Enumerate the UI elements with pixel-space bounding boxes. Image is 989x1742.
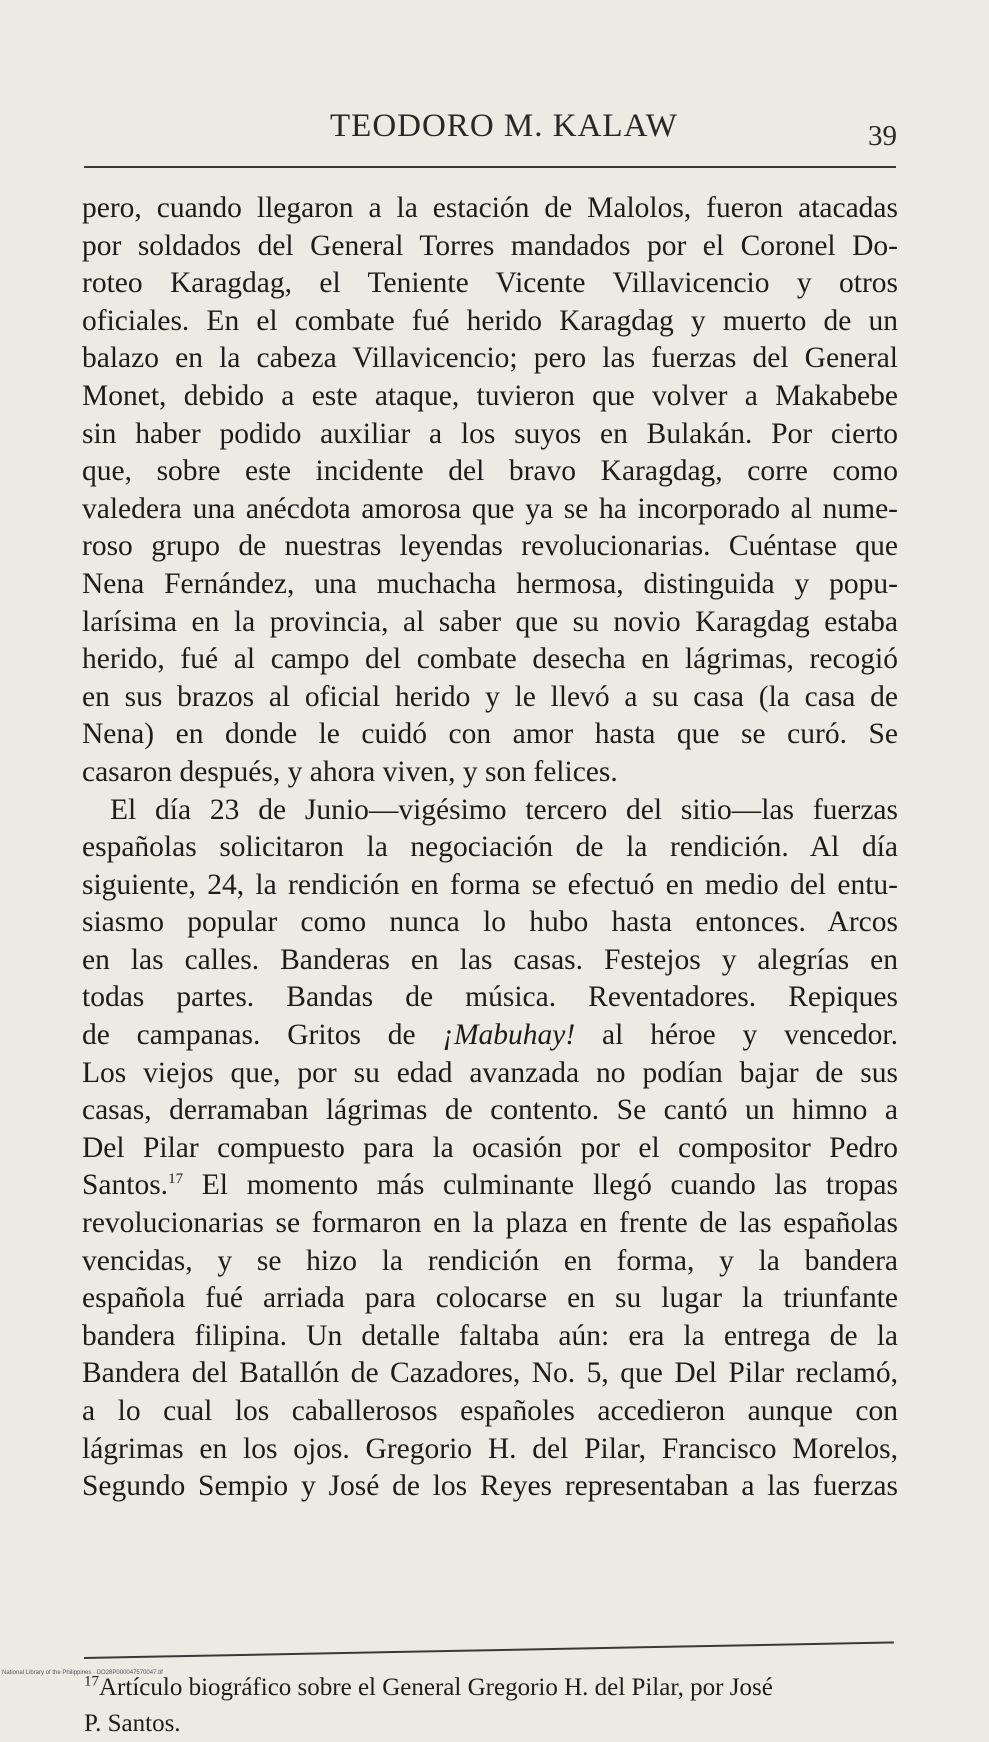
- text-line: Del Pilar compuesto para la ocasión por el compositor Pedro: [82, 1131, 898, 1164]
- text-line: herido, fué al campo del combate desecha en lágrimas, recogió: [82, 643, 898, 676]
- running-head-author: TEODORO M. KALAW: [330, 108, 678, 144]
- text-line: todas partes. Bandas de música. Reventadores. Repiques: [82, 981, 898, 1014]
- text-line: Segundo Sempio y José de los Reyes representaban a las fuerzas: [82, 1470, 898, 1503]
- text-line: bandera filipina. Un detalle faltaba aún: era la entrega de la: [82, 1319, 898, 1352]
- text-line: a lo cual los caballerosos españoles accedieron aunque con: [82, 1395, 898, 1427]
- footnote-line: P. Santos.: [84, 1710, 181, 1737]
- text-line: Nena Fernández, una muchacha hermosa, distinguida y popu-: [82, 567, 898, 600]
- text-line: por soldados del General Torres mandados por el Coronel Do-: [82, 229, 898, 262]
- footnote-marker: 17: [84, 1673, 99, 1690]
- text-line: Bandera del Batallón de Cazadores, No. 5, que Del Pilar reclamó,: [82, 1357, 898, 1390]
- text-line: roso grupo de nuestras leyendas revolucionarias. Cuéntase que: [82, 530, 898, 563]
- text-line: en las calles. Banderas en las casas. Festejos y alegrías en: [82, 943, 898, 976]
- text-line: oficiales. En el combate fué herido Karagdag y muerto de un: [82, 304, 898, 337]
- text-line: que, sobre este incidente del bravo Karagdag, corre como: [82, 455, 898, 488]
- footnote-reference: 17: [168, 1171, 184, 1188]
- text-line: revolucionarias se formaron en la plaza en frente de las españolas: [82, 1207, 898, 1240]
- text-line: pero, cuando llegaron a la estación de Malolos, fueron atacadas: [82, 192, 898, 224]
- text-fragment: Santos.: [82, 1169, 169, 1202]
- text-line: El día 23 de Junio—vigésimo tercero del sitio—las fuerzas: [110, 793, 898, 826]
- text-line: Monet, debido a este ataque, tuvieron que volver a Makabebe: [82, 379, 898, 412]
- footnote-rule: [84, 1641, 894, 1659]
- footnote: [84, 1670, 896, 1742]
- text-line: siasmo popular como nunca lo hubo hasta entonces. Arcos: [82, 906, 898, 939]
- text-line: española fué arriada para colocarse en su lugar la triunfante: [82, 1282, 898, 1315]
- text-line: valedera una anécdota amorosa que ya se ha incorporado al nume-: [82, 492, 898, 525]
- page-number: 39: [868, 120, 897, 152]
- text-line: balazo en la cabeza Villavicencio; pero las fuerzas del General: [82, 342, 898, 375]
- text-line: vencidas, y se hizo la rendición en forma, y la bandera: [82, 1244, 898, 1277]
- text-line: larísima en la provincia, al saber que su novio Karagdag estaba: [82, 605, 898, 638]
- text-fragment: El momento más culminante llegó cuando las tropas: [183, 1169, 898, 1202]
- text-line: Los viejos que, por su edad avanzada no podían bajar de sus: [82, 1056, 898, 1089]
- footnote-line: [84, 1670, 896, 1706]
- text-fragment: al héroe y vencedor.: [575, 1019, 898, 1052]
- text-line: casas, derramaban lágrimas de contento. Se cantó un himno a: [82, 1094, 898, 1127]
- footnote-text: Artículo biográfico sobre el General Gregorio H. del Pilar, por José: [99, 1674, 773, 1701]
- text-line: casaron después, y ahora viven, y son felices.: [82, 755, 618, 788]
- text-line: Nena) en donde le cuidó con amor hasta que se curó. Se: [82, 718, 898, 751]
- scan-imprint: National Library of the Philippines · DO28P000047570047.tif: [2, 1670, 163, 1676]
- text-line: españolas solicitaron la negociación de la rendición. Al día: [82, 831, 898, 864]
- text-line: siguiente, 24, la rendición en forma se efectuó en medio del entu-: [82, 868, 898, 901]
- italic-mabuhay: ¡Mabuhay!: [442, 1019, 576, 1052]
- text-line: roteo Karagdag, el Teniente Vicente Villavicencio y otros: [82, 267, 898, 300]
- text-fragment: de campanas. Gritos de: [82, 1019, 443, 1052]
- text-line: sin haber podido auxiliar a los suyos en Bulakán. Por cierto: [82, 417, 898, 450]
- text-line: en sus brazos al oficial herido y le llevó a su casa (la casa de: [82, 680, 898, 713]
- text-line: lágrimas en los ojos. Gregorio H. del Pilar, Francisco Morelos,: [82, 1432, 898, 1465]
